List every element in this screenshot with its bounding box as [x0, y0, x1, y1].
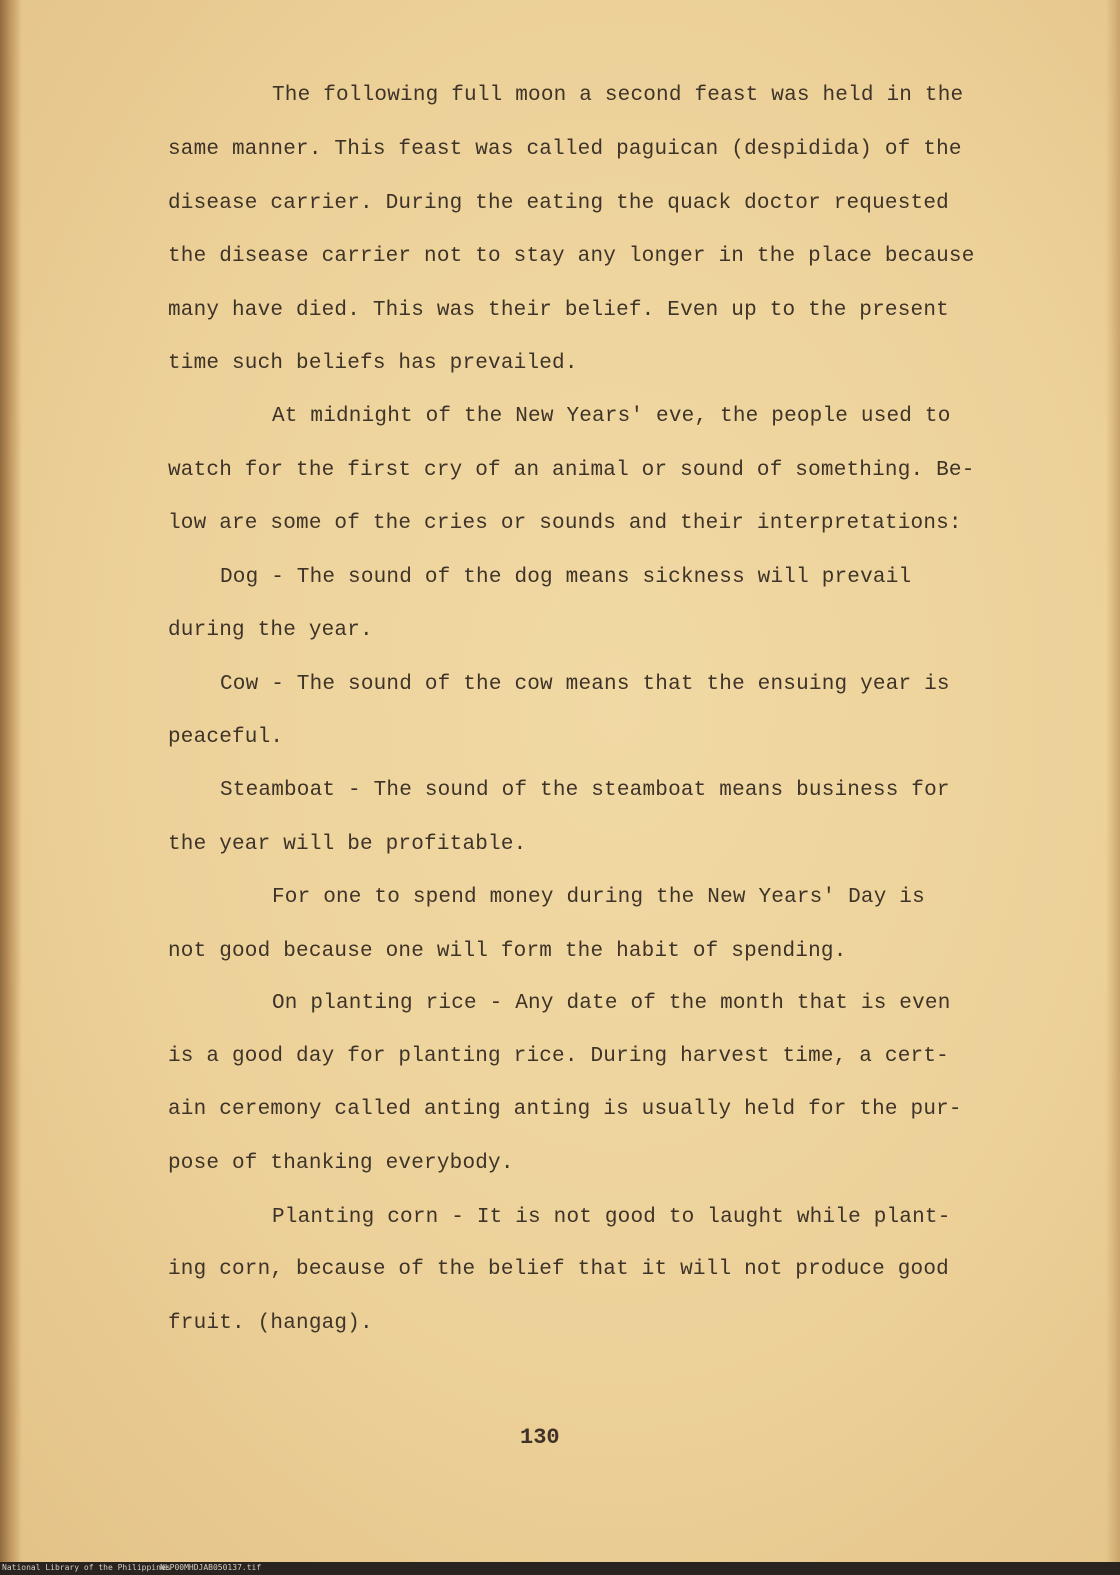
text-line: not good because one will form the habit of spending.: [168, 940, 847, 963]
text-line: watch for the first cry of an animal or sound of something. Be-: [168, 459, 975, 482]
text-line: peaceful.: [168, 726, 284, 749]
text-line: many have died. This was their belief. Even up to the present: [168, 299, 949, 322]
text-line: the disease carrier not to stay any longer in the place because: [168, 245, 975, 268]
text-line: At midnight of the New Years' eve, the people used to: [272, 405, 951, 428]
text-line: Dog - The sound of the dog means sickness will prevail: [220, 566, 912, 589]
text-line: during the year.: [168, 619, 373, 642]
text-line: is a good day for planting rice. During harvest time, a cert-: [168, 1045, 949, 1068]
text-line: the year will be profitable.: [168, 833, 527, 856]
text-line: pose of thanking everybody.: [168, 1152, 514, 1175]
text-line: Planting corn - It is not good to laught while plant-: [272, 1206, 951, 1229]
footer-library-label: National Library of the Philippines: [2, 1563, 171, 1572]
text-line: same manner. This feast was called paguican (despidida) of the: [168, 138, 962, 161]
text-line: The following full moon a second feast was held in the: [272, 84, 964, 107]
text-line: disease carrier. During the eating the quack doctor requested: [168, 192, 949, 215]
text-line: Steamboat - The sound of the steamboat means business for: [220, 779, 950, 802]
text-line: For one to spend money during the New Years' Day is: [272, 886, 925, 909]
text-line: On planting rice - Any date of the month that is even: [272, 992, 951, 1015]
text-line: fruit. (hangag).: [168, 1312, 373, 1335]
text-line: Cow - The sound of the cow means that the ensuing year is: [220, 673, 950, 696]
text-line: ain ceremony called anting anting is usually held for the pur-: [168, 1098, 962, 1121]
text-line: ing corn, because of the belief that it will not produce good: [168, 1258, 949, 1281]
text-line: time such beliefs has prevailed.: [168, 352, 578, 375]
footer-file-label: NLP00MHDJAB050137.tif: [160, 1563, 262, 1572]
scan-footer: [0, 1562, 1120, 1575]
text-line: low are some of the cries or sounds and their interpretations:: [168, 512, 962, 535]
page-number: 130: [520, 1425, 560, 1450]
